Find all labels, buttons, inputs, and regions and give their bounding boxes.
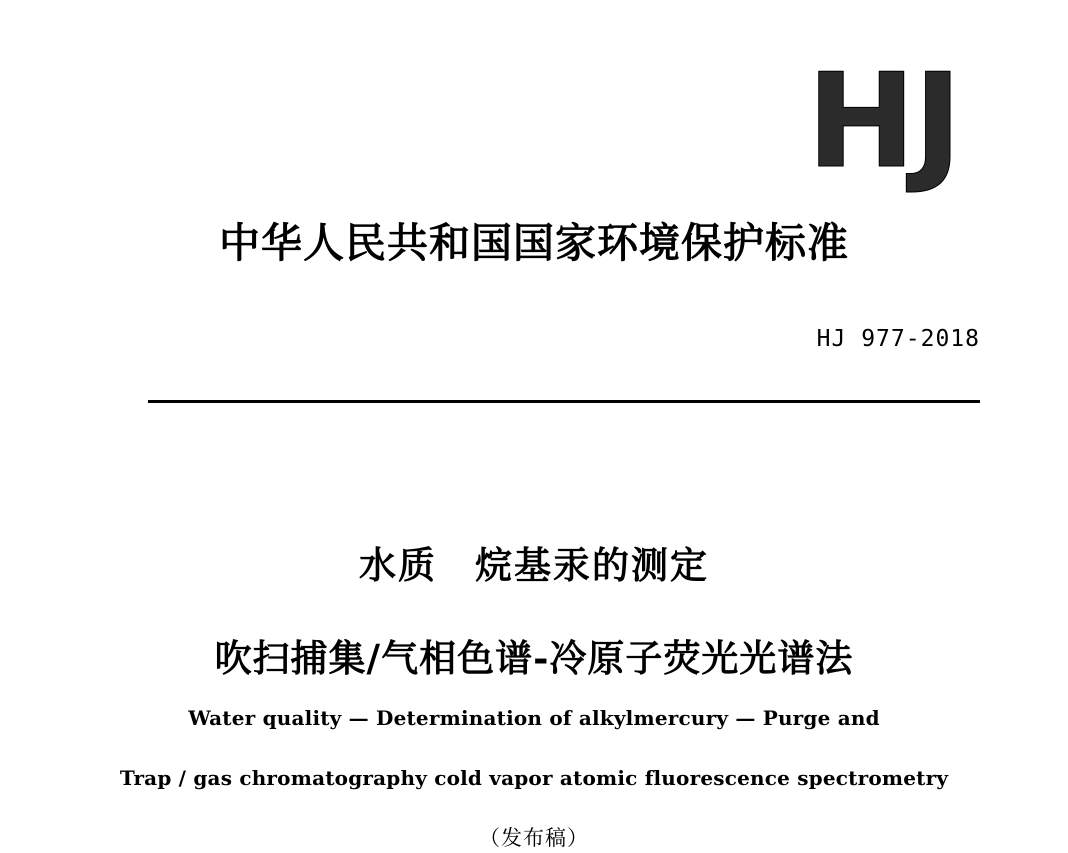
hj-logo: [806, 45, 960, 197]
standard-title-chinese: 中华人民共和国国家环境保护标准: [219, 219, 849, 267]
main-title-object: 烷基汞的测定: [475, 543, 709, 587]
main-title-subject: 水质: [359, 543, 437, 587]
standard-number: HJ 977-2018: [816, 326, 980, 352]
header-divider: [148, 400, 980, 403]
main-title-line-1: [0, 535, 1068, 589]
english-title-line-1: Water quality — Determination of alkylmercury — Purge and: [188, 706, 880, 730]
hj-logo-text: HJ: [806, 45, 960, 197]
main-title-line-2: 吹扫捕集/气相色谱-冷原子荧光光谱法: [214, 636, 854, 680]
release-note: （发布稿）: [479, 826, 589, 850]
english-title-line-2: Trap / gas chromatography cold vapor atomic fluorescence spectrometry: [119, 766, 949, 790]
